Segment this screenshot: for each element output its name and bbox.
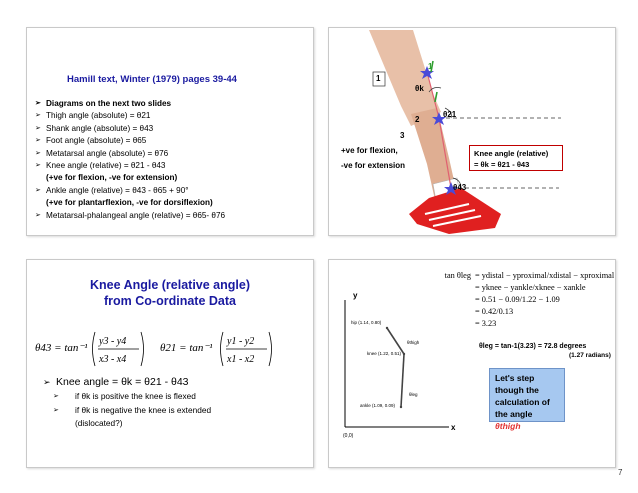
list-item: ➢ Diagrams on the next two slides (35, 98, 311, 110)
list-item: ➢ Knee angle = θk = θ21 - θ43 (43, 376, 189, 388)
calc-line: = 0.51 − 0.09/1.22 − 1.09 (475, 295, 560, 304)
arrow-bullet-icon: ➢ (35, 186, 41, 194)
arrow-bullet-icon: ➢ (35, 124, 41, 132)
x-axis-label: x (451, 423, 456, 432)
calc-lhs: tan θleg (444, 271, 471, 280)
list-item: ➢ Thigh angle (absolute) = θ21 (35, 110, 311, 122)
theta-43-label: θ43 (453, 183, 467, 192)
knee-point (403, 353, 405, 355)
list-item: ➢ Ankle angle (relative) = θ43 - θ65 + 90° (35, 185, 311, 197)
formula-left-lhs: θ43 = tan⁻¹ (35, 342, 88, 354)
extension-label: -ve for extension (341, 161, 406, 170)
green-arrow-icon (435, 92, 437, 102)
top-marker-label: 1 (428, 62, 433, 71)
arctan-formulas (35, 328, 305, 370)
formula-right-den: x1 - x2 (227, 354, 255, 365)
arrow-bullet-icon: ➢ (35, 137, 41, 145)
formula-right-num: y1 - y2 (227, 336, 255, 347)
marker-1-label: 1 (376, 74, 381, 83)
knee-box-line-1: Knee angle (relative) (474, 149, 549, 158)
list-note-ankle: (+ve for plantarflexion, -ve for dorsiflexion) (46, 198, 213, 208)
calc-line: = 0.42/0.13 (475, 307, 514, 316)
y-axis-label: y (353, 291, 358, 300)
calc-line: = 3.23 (475, 319, 497, 328)
formula-left-num: y3 - y4 (99, 336, 127, 347)
list-item: ➢ Foot angle (absolute) = θ65 (35, 135, 311, 147)
knee-angle-relative-box (469, 145, 563, 171)
slide-1-title: Hamill text, Winter (1979) pages 39-44 (67, 74, 237, 85)
arrow-bullet-icon: ➢ (43, 377, 51, 387)
calc-line: = yknee − yankle/xknee − xankle (475, 283, 586, 292)
list-item: (dislocated?) (75, 418, 123, 428)
marker-2-label: 2 (415, 115, 420, 124)
ankle-label: ankle (1.09, 0.09) (360, 403, 396, 408)
step-through-callout: Let's step though the calculation of the angle θthigh (489, 368, 565, 422)
calc-line: = ydistal − yproximal/xdistal − xproximal (475, 271, 615, 280)
slide-4-thumbnail[interactable] (328, 259, 616, 468)
knee-box-line-2: = θk = θ21 - θ43 (474, 160, 530, 169)
list-item: ➢ Metatarsal-phalangeal angle (relative) = θ65- θ76 (35, 210, 311, 222)
coordinate-plot (329, 260, 615, 467)
formula-left-den: x3 - x4 (99, 354, 127, 365)
leg-kinematics-illustration (329, 28, 615, 235)
origin-label: (0,0) (343, 433, 354, 439)
slide-3-thumbnail[interactable] (26, 259, 314, 468)
list-item: ➢ if θk is negative the knee is extended (43, 404, 309, 418)
list-item: ➢ Shank angle (absolute) = θ43 (35, 123, 311, 135)
ankle-point (400, 406, 402, 408)
slide-3-title: Knee Angle (relative angle) from Co-ordinate Data (90, 278, 250, 308)
list-item: ➢ if θk is positive the knee is flexed (43, 390, 309, 404)
arrow-bullet-icon: ➢ (35, 112, 41, 120)
hip-point (386, 327, 388, 329)
arrow-bullet-icon: ➢ (35, 100, 41, 107)
calc-radians: (1.27 radians) (569, 352, 611, 359)
flexion-label: +ve for flexion, (341, 146, 398, 155)
formula-right-lhs: θ21 = tan⁻¹ (160, 342, 213, 354)
list-note-knee: (+ve for flexion, -ve for extension) (46, 173, 178, 183)
list-item: ➢ Knee angle (relative) = θ21 - θ43 (35, 160, 311, 172)
arrow-bullet-icon: ➢ (53, 393, 59, 400)
paren-left-close (141, 332, 144, 366)
slide-1-thumbnail[interactable] (26, 27, 314, 236)
theta-21-label: θ21 (443, 110, 457, 119)
slide-3-bullet-list (43, 375, 309, 431)
calc-result: θleg = tan-1(3.23) = 72.8 degrees (479, 343, 587, 350)
arrow-bullet-icon: ➢ (35, 162, 41, 170)
arrow-bullet-icon: ➢ (35, 149, 41, 157)
slide-2-thumbnail[interactable] (328, 27, 616, 236)
theta-thigh-plot-label: θthigh (407, 340, 420, 345)
list-item: ➢ Metatarsal angle (absolute) = θ76 (35, 148, 311, 160)
leg-segment (401, 354, 404, 407)
theta-leg-plot-label: θleg (409, 392, 418, 397)
theta-k-label: θk (415, 84, 424, 93)
page-number: 7 (618, 468, 623, 477)
paren-right (221, 332, 224, 366)
paren-left (93, 332, 96, 366)
hip-label: hip (1.14, 0.80) (351, 320, 382, 325)
marker-3-label: 3 (400, 131, 405, 140)
knee-label: knee (1.22, 0.51) (367, 351, 402, 356)
arrow-bullet-icon: ➢ (53, 406, 59, 414)
paren-right-close (269, 332, 272, 366)
shoe-shape (409, 188, 501, 234)
arrow-bullet-icon: ➢ (35, 211, 41, 219)
theta-thigh-highlight: θthigh (495, 421, 521, 431)
slide-1-bullet-list (35, 98, 311, 222)
